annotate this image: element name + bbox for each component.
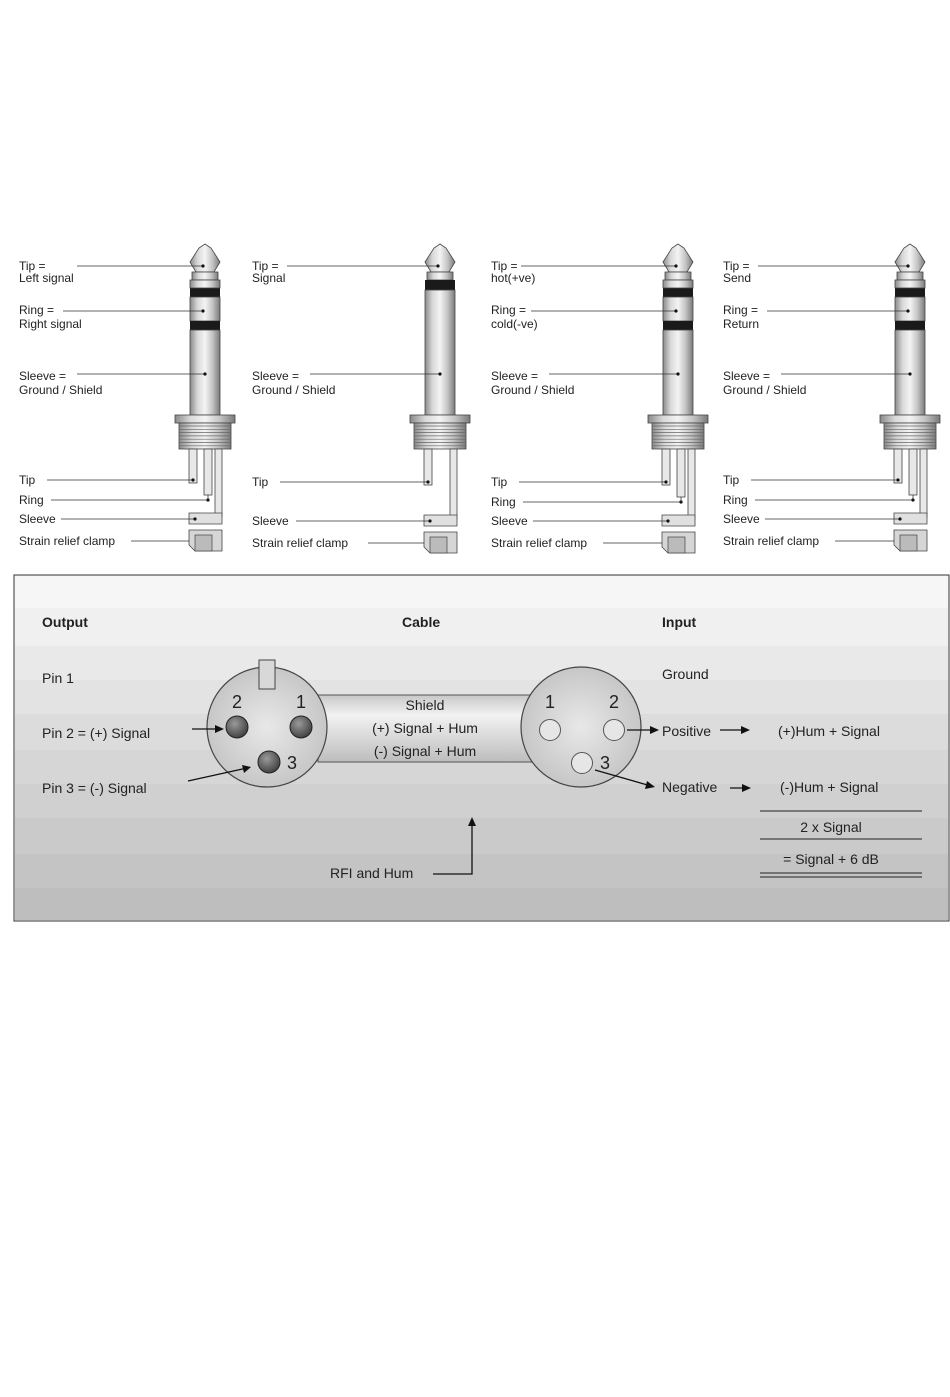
tip-wire-label: Tip xyxy=(723,473,740,487)
insulator-band xyxy=(663,288,693,297)
sleeve-label: Sleeve = xyxy=(491,369,539,383)
panel-band xyxy=(15,608,948,646)
two-x-signal-label: 2 x Signal xyxy=(800,819,862,835)
plug-sleeve xyxy=(425,290,455,415)
pin-number: 3 xyxy=(600,753,611,773)
xlr-female-connector xyxy=(521,667,641,787)
rfi-hum-label: RFI and Hum xyxy=(330,865,414,881)
plug-tip xyxy=(425,244,455,272)
ring-label: Ring = xyxy=(19,303,55,317)
ring-wire-label: Ring xyxy=(19,493,44,507)
leader-dot xyxy=(436,264,439,267)
sleeve-label: Sleeve = xyxy=(19,369,67,383)
leader-dot xyxy=(896,478,899,481)
sleeve-function-label: Ground / Shield xyxy=(19,383,103,397)
leader-dot xyxy=(438,372,441,375)
sleeve-tab xyxy=(215,449,222,517)
sleeve-wire-label: Sleeve xyxy=(252,514,289,528)
plug-collar xyxy=(895,280,925,288)
plug-tip-neck xyxy=(192,272,218,280)
ring-label: Ring = xyxy=(723,303,759,317)
tip-solder-lug xyxy=(894,449,902,483)
sleeve-function-label: Ground / Shield xyxy=(252,383,336,397)
leader-dot xyxy=(664,480,667,483)
xlr-female-pin-2 xyxy=(604,720,625,741)
plug-ring xyxy=(895,297,925,321)
sleeve-function-label: Ground / Shield xyxy=(491,383,575,397)
jack-plug-3 xyxy=(491,244,708,553)
clamp-insert xyxy=(900,535,917,551)
strain-relief-label: Strain relief clamp xyxy=(19,534,116,548)
negative-label: Negative xyxy=(662,779,718,795)
insulator-band xyxy=(895,321,925,330)
ring-wire-label: Ring xyxy=(723,493,748,507)
ring-solder-lug xyxy=(204,449,212,495)
sleeve-function-label: Ground / Shield xyxy=(723,383,807,397)
insulator-band xyxy=(663,321,693,330)
minus-hum-signal-label: (-)Hum + Signal xyxy=(780,779,879,795)
pin-number: 2 xyxy=(232,692,243,712)
plus-signal-hum-label: (+) Signal + Hum xyxy=(372,720,478,736)
pin1-label: Pin 1 xyxy=(42,670,74,686)
leader-dot xyxy=(676,372,679,375)
sleeve-label: Sleeve = xyxy=(723,369,771,383)
leader-dot xyxy=(906,309,909,312)
jack-plugs-row xyxy=(19,244,940,553)
tip-wire-label: Tip xyxy=(19,473,36,487)
plug-tip xyxy=(663,244,693,272)
sleeve-tab xyxy=(450,449,457,519)
leader-dot xyxy=(201,309,204,312)
plug-flange xyxy=(175,415,235,423)
tip-solder-lug xyxy=(662,449,670,485)
plus-hum-signal-label: (+)Hum + Signal xyxy=(778,723,880,739)
leader-dot xyxy=(906,264,909,267)
plug-flange xyxy=(648,415,708,423)
sleeve-wire-label: Sleeve xyxy=(19,512,56,526)
pin3-label: Pin 3 = (-) Signal xyxy=(42,780,147,796)
ring-solder-lug xyxy=(909,449,917,495)
xlr-female-pin-3 xyxy=(572,753,593,774)
leader-dot xyxy=(203,372,206,375)
plug-collar xyxy=(663,280,693,288)
xlr-male-pin-2 xyxy=(226,716,248,738)
ring-function-label: Right signal xyxy=(19,317,82,331)
leader-dot xyxy=(908,372,911,375)
plug-tip-neck xyxy=(897,272,923,280)
clamp-insert xyxy=(668,537,685,553)
ring-solder-lug xyxy=(677,449,685,497)
strain-relief-label: Strain relief clamp xyxy=(723,534,820,548)
plug-tip-neck xyxy=(665,272,691,280)
tip-solder-lug xyxy=(424,449,432,485)
plug-tip xyxy=(190,244,220,272)
sleeve-wire-label: Sleeve xyxy=(723,512,760,526)
plug-flange xyxy=(410,415,470,423)
jack-plug-4 xyxy=(723,244,940,551)
tip-function-label: hot(+ve) xyxy=(491,271,536,285)
leader-dot xyxy=(674,264,677,267)
plug-tip-neck xyxy=(427,272,453,280)
sleeve-wire-label: Sleeve xyxy=(491,514,528,528)
jack-plug-2 xyxy=(252,244,470,553)
ring-label: Ring = xyxy=(491,303,527,317)
clamp-insert xyxy=(430,537,447,553)
tip-label: Tip = xyxy=(19,259,46,273)
insulator-band xyxy=(190,288,220,297)
output-header: Output xyxy=(42,614,88,630)
strain-relief-label: Strain relief clamp xyxy=(252,536,349,550)
minus-signal-hum-label: (-) Signal + Hum xyxy=(373,743,477,759)
plug-collar xyxy=(190,280,220,288)
jack-plug-1 xyxy=(19,244,235,551)
panel-band xyxy=(15,646,948,680)
strain-relief-label: Strain relief clamp xyxy=(491,536,588,550)
balanced-connection-diagram xyxy=(14,575,949,921)
leader-dot xyxy=(666,519,669,522)
sleeve-tab xyxy=(688,449,695,519)
leader-dot xyxy=(898,517,901,520)
pin2-label: Pin 2 = (+) Signal xyxy=(42,725,151,741)
pin-number: 1 xyxy=(545,692,556,712)
ring-function-label: cold(-ve) xyxy=(491,317,538,331)
insulator-band xyxy=(190,321,220,330)
shield-label: Shield xyxy=(405,697,445,713)
leader-dot xyxy=(426,480,429,483)
plug-ring xyxy=(663,297,693,321)
panel-band xyxy=(15,888,948,920)
xlr-male-pin-1 xyxy=(290,716,312,738)
ring-function-label: Return xyxy=(723,317,760,331)
ground-label: Ground xyxy=(662,666,709,682)
tip-wire-label: Tip xyxy=(491,475,508,489)
tip-function-label: Send xyxy=(723,271,752,285)
plug-ring xyxy=(190,297,220,321)
tip-function-label: Left signal xyxy=(19,271,74,285)
pin-number: 1 xyxy=(296,692,307,712)
cable-header: Cable xyxy=(402,614,441,630)
tip-wire-label: Tip xyxy=(252,475,269,489)
tip-label: Tip = xyxy=(491,259,518,273)
leader-dot xyxy=(193,517,196,520)
tip-label: Tip = xyxy=(723,259,750,273)
insulator-band xyxy=(425,280,455,290)
leader-dot xyxy=(428,519,431,522)
pin-number: 2 xyxy=(609,692,620,712)
leader-dot xyxy=(191,478,194,481)
plug-tip xyxy=(895,244,925,272)
positive-label: Positive xyxy=(662,723,712,739)
ring-wire-label: Ring xyxy=(491,495,516,509)
input-header: Input xyxy=(662,614,697,630)
insulator-band xyxy=(895,288,925,297)
tip-solder-lug xyxy=(189,449,197,483)
xlr-male-pin-3 xyxy=(258,751,280,773)
tip-label: Tip = xyxy=(252,259,279,273)
sleeve-label: Sleeve = xyxy=(252,369,300,383)
signal-plus-6db-label: = Signal + 6 dB xyxy=(783,851,879,867)
leader-dot xyxy=(201,264,204,267)
xlr-female-pin-1 xyxy=(540,720,561,741)
leader-dot xyxy=(674,309,677,312)
pin-number: 3 xyxy=(287,753,298,773)
sleeve-tab xyxy=(920,449,927,517)
clamp-insert xyxy=(195,535,212,551)
plug-flange xyxy=(880,415,940,423)
tip-function-label: Signal xyxy=(252,271,286,285)
